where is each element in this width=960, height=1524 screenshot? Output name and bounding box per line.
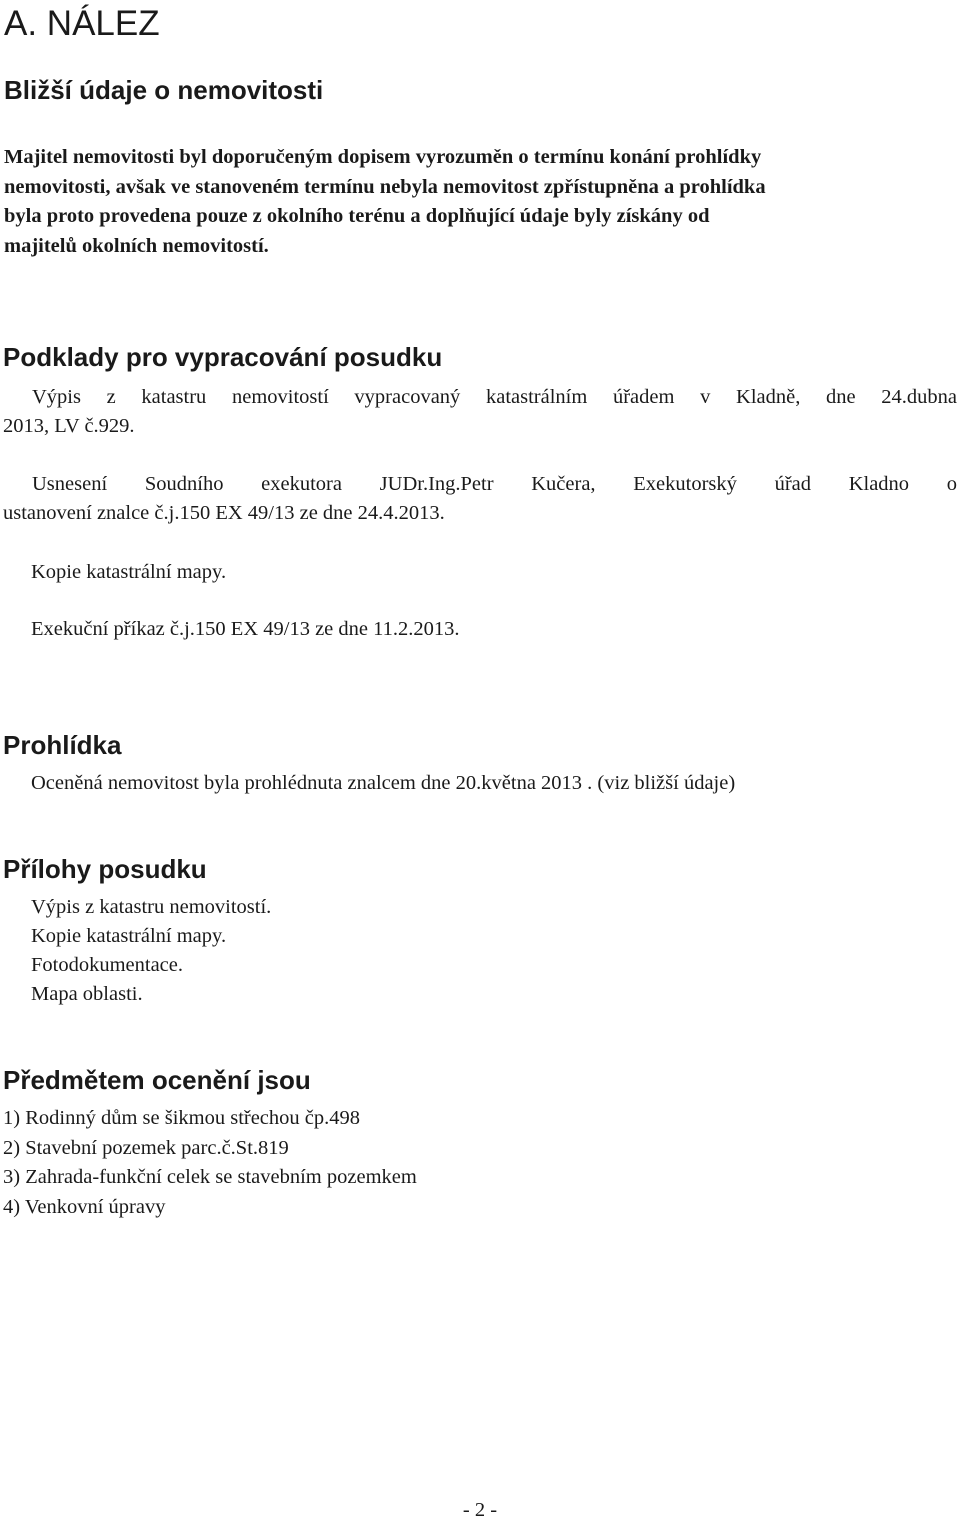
section-title-podklady: Podklady pro vypracování posudku [3, 342, 443, 372]
intro-line: majitelů okolních nemovitostí. [4, 234, 269, 257]
podklady-item-2-line-2: ustanovení znalce č.j.150 EX 49/13 ze dne 24.4.2013. [3, 501, 445, 524]
sub-heading: Bližší údaje o nemovitosti [4, 75, 324, 105]
podklady-item-2 [3, 470, 957, 527]
main-heading: A. NÁLEZ [4, 4, 160, 43]
list-item: 4) Venkovní úpravy [3, 1195, 166, 1218]
list-item: 3) Zahrada-funkční celek se stavebním pozemkem [3, 1166, 417, 1188]
prilohy-list [31, 893, 271, 1009]
intro-line: Majitel nemovitosti byl doporučeným dopisem vyrozuměn o termínu konání prohlídky [4, 146, 762, 168]
podklady-item-1-line-2: 2013, LV č.929. [3, 414, 135, 437]
list-item: Kopie katastrální mapy. [31, 925, 227, 947]
page-number-text: - 2 - [462, 1499, 498, 1521]
list-item: Výpis z katastru nemovitostí. [31, 896, 272, 918]
podklady-item-1 [3, 383, 957, 440]
podklady-item-2-line-1: Usnesení Soudního exekutora JUDr.Ing.Petr Kučera, Exekutorský úřad Kladno o [32, 473, 957, 495]
intro-line: byla proto provedena pouze z okolního terénu a doplňující údaje byly získány od [4, 205, 710, 227]
list-item: 2) Stavební pozemek parc.č.St.819 [3, 1136, 289, 1159]
section-title-prohlidka: Prohlídka [3, 730, 122, 760]
page-number [0, 1496, 960, 1524]
section-title-predmetem: Předmětem ocenění jsou [3, 1065, 311, 1095]
list-item: Fotodokumentace. [31, 954, 184, 976]
section-title-prilohy: Přílohy posudku [3, 854, 207, 884]
intro-line: nemovitosti, avšak ve stanoveném termínu nebyla nemovitost zpřístupněna a prohlídka [4, 175, 766, 198]
intro-paragraph [4, 143, 954, 261]
predmetem-list [3, 1104, 417, 1222]
podklady-item-1-line-1: Výpis z katastru nemovitostí vypracovaný katastrálním úřadem v Kladně, dne 24.dubna [32, 386, 957, 408]
list-item: Mapa oblasti. [31, 983, 143, 1005]
list-item: 1) Rodinný dům se šikmou střechou čp.498 [3, 1107, 361, 1129]
podklady-item-4: Exekuční příkaz č.j.150 EX 49/13 ze dne 11.2.2013. [31, 618, 460, 640]
podklady-item-3: Kopie katastrální mapy. [31, 561, 227, 583]
prohlidka-text: Oceněná nemovitost byla prohlédnuta znalcem dne 20.května 2013 . (viz bližší údaje) [31, 772, 736, 794]
